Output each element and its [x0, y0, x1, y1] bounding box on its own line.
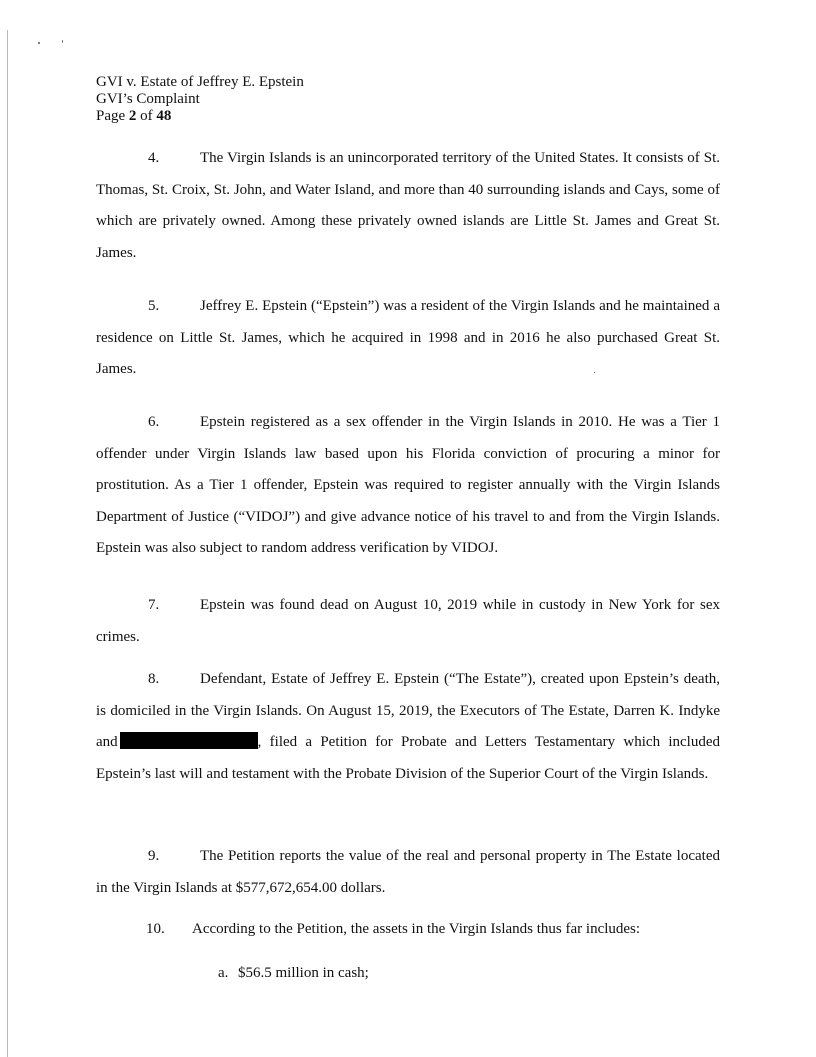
paragraph-text-after-redaction: , filed a Petition for Probate and Letters Testamentary which included Epstein’s last will and testament with the Probate Division of the Superior Court of the Virgin Islands.	[96, 734, 720, 782]
page-current: 2	[128, 108, 137, 124]
paragraph-number: 10.	[146, 921, 165, 937]
paragraph-number: 4.	[148, 150, 160, 166]
paragraph-text: Epstein registered as a sex offender in the Virgin Islands in 2010. He was a Tier 1 offender under Virgin Islands law based upon his Florida conviction of procuring a minor for prostitution. As a Tier 1 offender, Epstein was required to register annually with the Virgin Islands Department of Justice (“VIDOJ”) and give advance notice of his travel to and from the Virgin Islands. Epstein was also subject to random address verification by VIDOJ.	[96, 414, 720, 556]
paragraph-7	[96, 590, 720, 653]
list-item-text: $56.5 million in cash;	[238, 965, 369, 981]
list-item-label: a.	[218, 965, 229, 981]
paragraph-number: 8.	[148, 671, 160, 687]
scan-edge-line	[7, 30, 8, 1057]
scan-speck	[62, 40, 63, 43]
paragraph-4	[96, 143, 720, 269]
page-total: 48	[156, 108, 172, 124]
paragraph-text: Epstein was found dead on August 10, 2019 while in custody in New York for sex crimes.	[96, 597, 720, 645]
page-prefix: Page	[96, 108, 129, 124]
paragraph-number: 9.	[148, 848, 160, 864]
list-item	[218, 963, 369, 983]
page-header	[96, 74, 304, 125]
document-title: GVI’s Complaint	[96, 91, 200, 107]
paragraph-number: 5.	[148, 298, 160, 314]
paragraph-text: The Petition reports the value of the real and personal property in The Estate located in the Virgin Islands at $577,672,654.00 dollars.	[96, 848, 720, 896]
page-of: of	[136, 108, 157, 124]
paragraph-number: 6.	[148, 414, 160, 430]
scan-speck	[38, 42, 40, 44]
paragraph-5	[96, 291, 720, 386]
paragraph-text: According to the Petition, the assets in the Virgin Islands thus far includes:	[192, 921, 641, 937]
paragraph-10	[96, 914, 720, 946]
case-title: GVI v. Estate of Jeffrey E. Epstein	[96, 74, 304, 90]
paragraph-9	[96, 841, 720, 904]
paragraph-text: Jeffrey E. Epstein (“Epstein”) was a resident of the Virgin Islands and he maintained a residence on Little St. James, which he acquired in 1998 and in 2016 he also purchased Great St. James.	[96, 298, 720, 377]
paragraph-text: The Virgin Islands is an unincorporated territory of the United States. It consists of St. Thomas, St. Croix, St. John, and Water Island, and more than 40 surrounding islands and Cays, some of which are privately owned. Among these privately owned islands are Little St. James and Great St. James.	[96, 150, 720, 261]
paragraph-6	[96, 407, 720, 565]
page-indicator	[96, 108, 304, 125]
paragraph-number: 7.	[148, 597, 160, 613]
redaction-box	[120, 732, 258, 749]
paragraph-8	[96, 664, 720, 790]
paragraph-text-before-redaction: Defendant, Estate of Jeffrey E. Epstein (“The Estate”), created upon Epstein’s death, is domiciled in the Virgin Islands. On August 15, 2019, the Executors of The Estate, Darren K. Indyke and	[96, 671, 720, 750]
